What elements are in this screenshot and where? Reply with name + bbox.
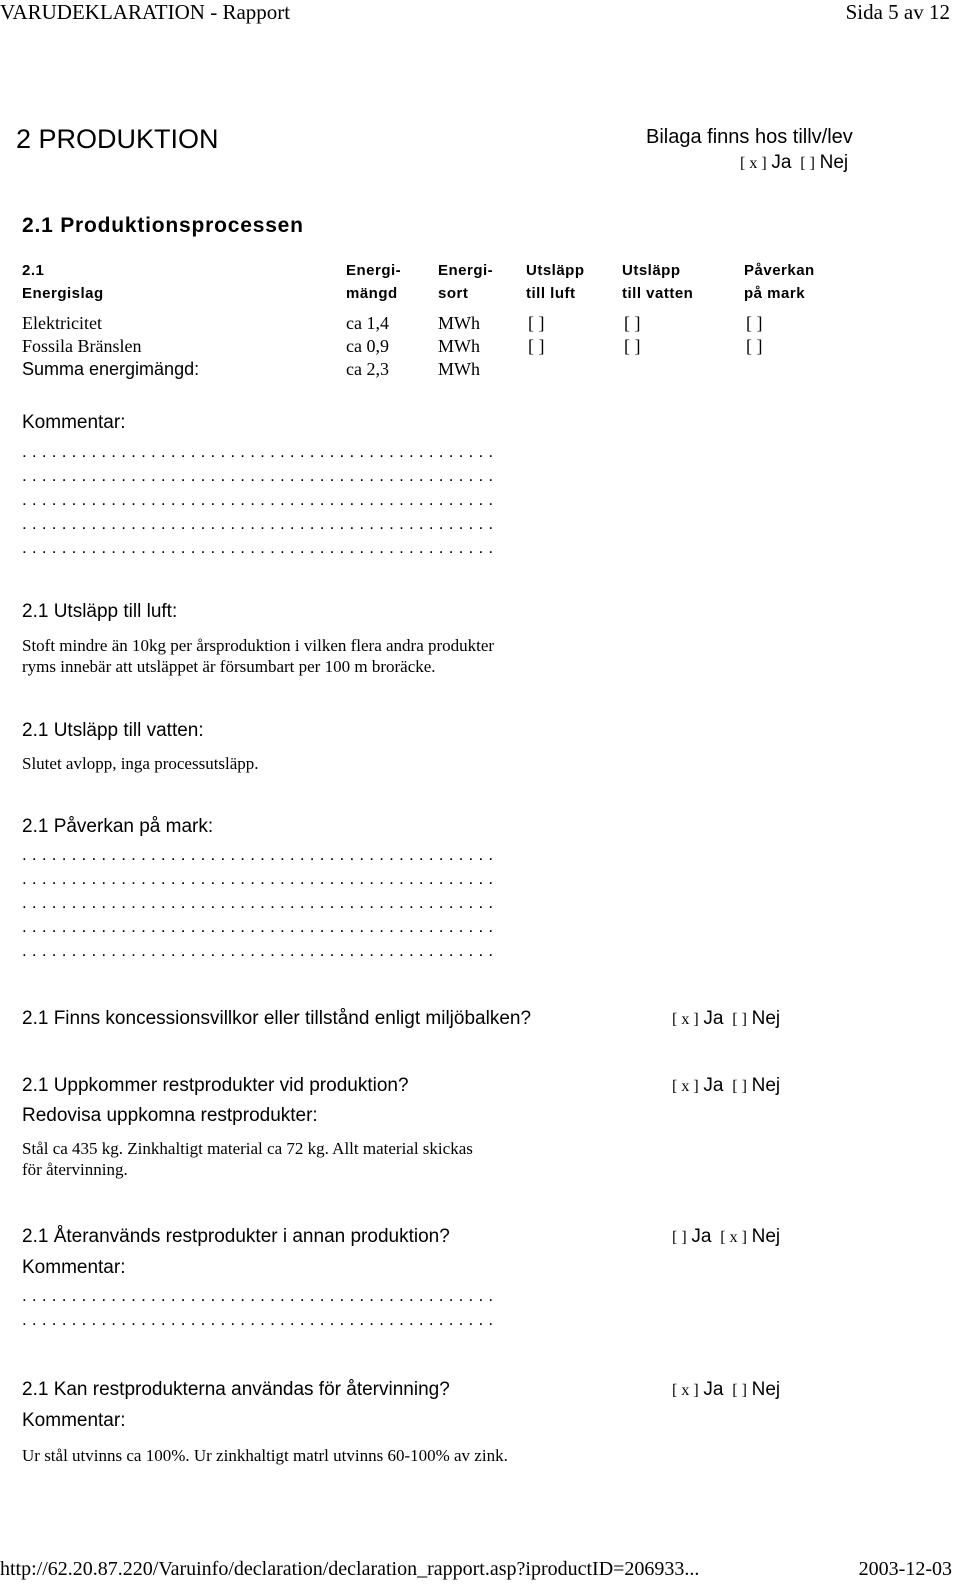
table-header-cell: Energi- [438, 262, 494, 279]
water-emissions-text: Slutet avlopp, inga processutsläpp. [22, 754, 259, 773]
table-cell: MWh [438, 313, 480, 333]
residual-no-checkbox[interactable]: [ ] [732, 1078, 747, 1095]
air-emissions-title: 2.1 Utsläpp till luft: [22, 601, 178, 622]
page-number: Sida 5 av 12 [845, 0, 950, 24]
permits-no-checkbox[interactable]: [ ] [732, 1011, 747, 1028]
reuse-question: 2.1 Återanvänds restprodukter i annan produktion? [22, 1226, 450, 1247]
air-emissions-text: ryms innebär att utsläppet är försumbart per 100 m broräcke. [22, 657, 436, 676]
permits-question: 2.1 Finns koncessionsvillkor eller tillstånd enligt miljöbalken? [22, 1008, 532, 1029]
reuse-no-checkbox[interactable]: [ x ] [720, 1229, 747, 1246]
residual-choice [672, 1075, 780, 1097]
comment-line[interactable]: ................................................ [22, 1286, 499, 1305]
table-cell: ca 0,9 [346, 336, 389, 356]
comment-line[interactable]: ................................................ [22, 893, 499, 912]
residual-question: 2.1 Uppkommer restprodukter vid produktion? [22, 1075, 409, 1096]
permits-yes-checkbox[interactable]: [ x ] [672, 1011, 699, 1028]
total-energy-unit: MWh [438, 359, 480, 379]
footer-url[interactable]: http://62.20.87.220/Varuinfo/declaration/declaration_rapport.asp?iproductID=206933... [0, 1558, 700, 1580]
comment-line[interactable]: ................................................ [22, 941, 499, 960]
attachment-yes-checkbox[interactable]: [ x ] [740, 155, 767, 172]
water-emissions-title: 2.1 Utsläpp till vatten: [22, 720, 204, 741]
air-emissions-text: Stoft mindre än 10kg per årsproduktion i vilken flera andra produkter [22, 636, 495, 655]
table-header-cell: Utsläpp [622, 262, 681, 279]
comment-line[interactable]: ................................................ [22, 514, 499, 533]
permits-no-label: Nej [751, 1008, 781, 1029]
comment-line[interactable]: ................................................ [22, 442, 499, 461]
table-header-cell: Energislag [22, 285, 104, 302]
table-header-cell: på mark [744, 285, 806, 302]
residual-text: Stål ca 435 kg. Zinkhaltigt material ca 72 kg. Allt material skickas [22, 1139, 473, 1158]
recycle-comment: Ur stål utvinns ca 100%. Ur zinkhaltigt matrl utvinns 60-100% av zink. [22, 1446, 508, 1465]
ground-impact-checkbox[interactable]: [ ] [746, 336, 763, 356]
residual-report-label: Redovisa uppkomna restprodukter: [22, 1105, 318, 1126]
reuse-yes-checkbox[interactable]: [ ] [672, 1229, 687, 1246]
comment-line[interactable]: ................................................ [22, 917, 499, 936]
table-header-cell: till vatten [622, 285, 694, 302]
residual-yes-label: Ja [703, 1075, 724, 1096]
recycle-yes-checkbox[interactable]: [ x ] [672, 1382, 699, 1399]
attachment-label: Bilaga finns hos tillv/lev [646, 126, 853, 148]
ground-impact-checkbox[interactable]: [ ] [746, 313, 763, 333]
comment-line[interactable]: ................................................ [22, 845, 499, 864]
recycle-no-checkbox[interactable]: [ ] [732, 1382, 747, 1399]
subsection-title: 2.1 Produktionsprocessen [22, 214, 304, 237]
table-cell: ca 1,4 [346, 313, 389, 333]
residual-no-label: Nej [751, 1075, 781, 1096]
recycle-question: 2.1 Kan restprodukterna användas för återvinning? [22, 1379, 450, 1400]
table-cell: MWh [438, 336, 480, 356]
air-emission-checkbox[interactable]: [ ] [528, 336, 545, 356]
comment-line[interactable]: ................................................ [22, 490, 499, 509]
table-header-cell: 2.1 [22, 262, 45, 279]
permits-yes-label: Ja [703, 1008, 724, 1029]
table-header-cell: Påverkan [744, 262, 815, 279]
section-title: 2 PRODUKTION [16, 124, 219, 154]
table-cell: Elektricitet [22, 313, 102, 333]
air-emission-checkbox[interactable]: [ ] [528, 313, 545, 333]
water-emission-checkbox[interactable]: [ ] [624, 313, 641, 333]
reuse-yes-label: Ja [691, 1226, 712, 1247]
comment-line[interactable]: ................................................ [22, 1310, 499, 1329]
comment-label: Kommentar: [22, 1410, 126, 1431]
ground-impact-title: 2.1 Påverkan på mark: [22, 816, 214, 837]
comment-line[interactable]: ................................................ [22, 466, 499, 485]
attachment-choice [740, 152, 848, 174]
reuse-choice [672, 1226, 780, 1248]
attachment-no-checkbox[interactable]: [ ] [800, 155, 815, 172]
table-header-cell: sort [438, 285, 469, 302]
table-header-cell: till luft [526, 285, 576, 302]
comment-label: Kommentar: [22, 1257, 126, 1278]
table-header-cell: Energi- [346, 262, 402, 279]
table-header-cell: mängd [346, 285, 398, 302]
reuse-no-label: Nej [751, 1226, 781, 1247]
permits-choice [672, 1008, 780, 1030]
total-energy-amount: ca 2,3 [346, 359, 389, 379]
attachment-no-label: Nej [819, 152, 849, 173]
comment-label: Kommentar: [22, 412, 126, 433]
recycle-choice [672, 1379, 780, 1401]
attachment-yes-label: Ja [771, 152, 792, 173]
recycle-no-label: Nej [751, 1379, 781, 1400]
table-header-cell: Utsläpp [526, 262, 585, 279]
total-energy-label: Summa energimängd: [22, 359, 200, 379]
table-cell: Fossila Bränslen [22, 336, 142, 356]
comment-line[interactable]: ................................................ [22, 869, 499, 888]
recycle-yes-label: Ja [703, 1379, 724, 1400]
residual-text: för återvinning. [22, 1160, 128, 1179]
residual-yes-checkbox[interactable]: [ x ] [672, 1078, 699, 1095]
water-emission-checkbox[interactable]: [ ] [624, 336, 641, 356]
comment-line[interactable]: ................................................ [22, 538, 499, 557]
footer-date: 2003-12-03 [853, 1558, 952, 1581]
report-title: VARUDEKLARATION - Rapport [0, 0, 291, 24]
